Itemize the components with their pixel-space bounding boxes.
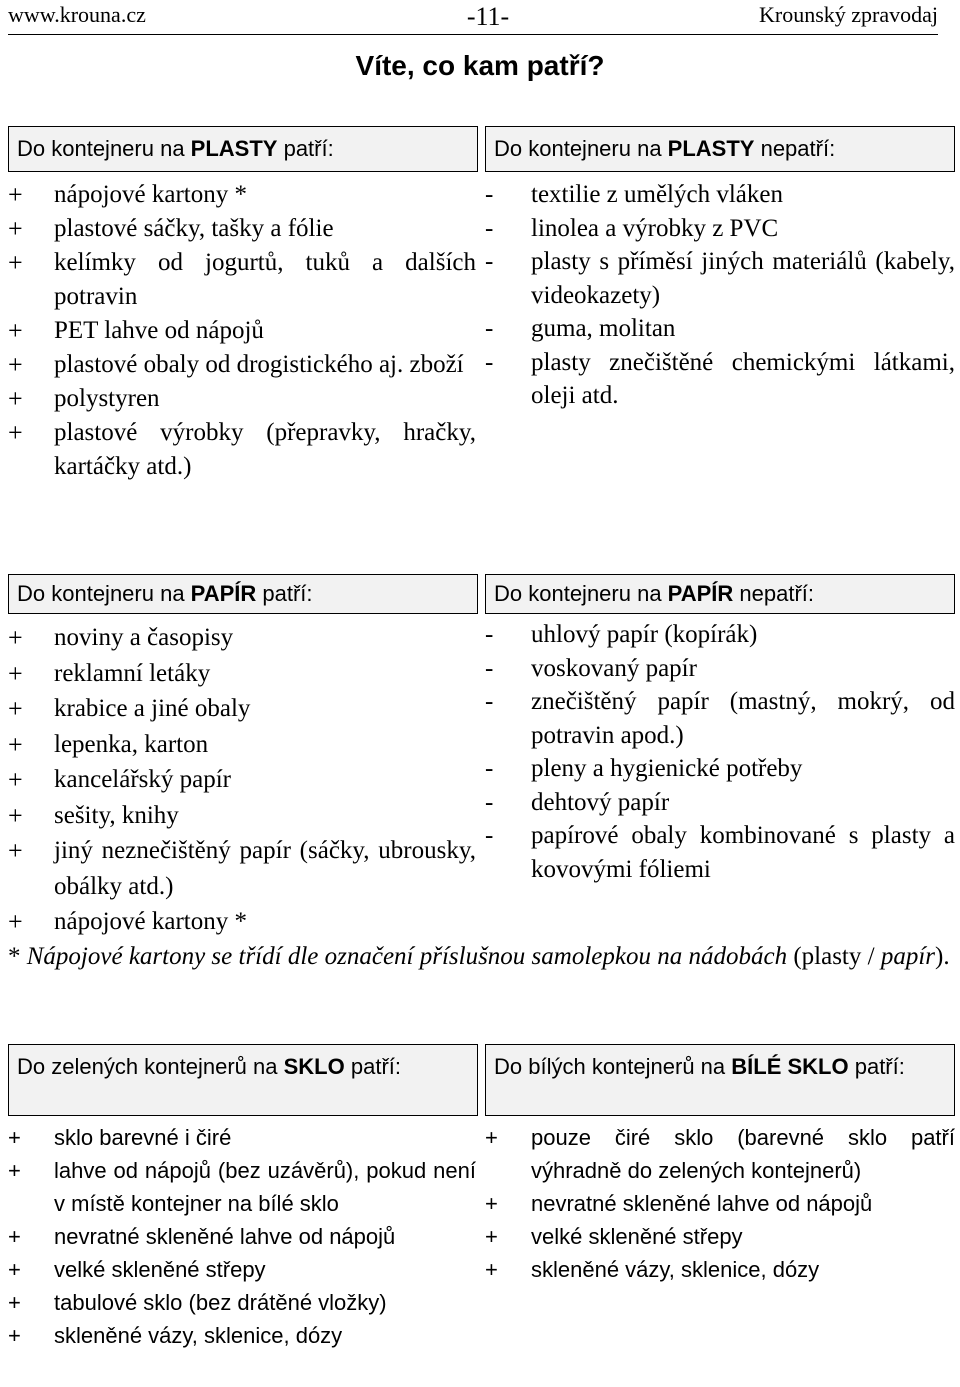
list-item (8, 1220, 476, 1253)
list-item-text: reklamní letáky (54, 659, 211, 687)
list-item (485, 312, 955, 346)
list-item-text: linolea a výrobky z PVC (531, 214, 779, 242)
list-item-text: pouze čiré sklo (barevné sklo patří výhradně do zelených kontejnerů) (531, 1125, 955, 1183)
list-item (8, 416, 476, 484)
list-item-text: skleněné vázy, sklenice, dózy (531, 1257, 820, 1282)
plus-marker: + (8, 180, 23, 209)
plus-marker: + (8, 214, 23, 243)
list-item (8, 833, 476, 904)
list-item (485, 178, 955, 212)
minus-marker: - (485, 755, 494, 782)
heading-keyword: BÍLÉ SKLO (731, 1054, 849, 1079)
heading-sklo-green (8, 1044, 478, 1116)
list-item (8, 1319, 476, 1352)
heading-text: Do kontejneru na (494, 581, 668, 606)
list-item (8, 691, 476, 727)
plus-marker: + (8, 836, 23, 865)
heading-plasty-no (485, 126, 955, 172)
heading-text: patří: (256, 581, 313, 606)
heading-text: Do kontejneru na (494, 136, 668, 161)
plus-marker: + (8, 694, 23, 723)
heading-keyword: PLASTY (190, 136, 278, 161)
heading-text: nepatří: (754, 136, 836, 161)
plus-marker: + (8, 1125, 21, 1150)
list-sklo-white (485, 1121, 955, 1286)
plus-marker: + (485, 1224, 498, 1249)
list-item (485, 618, 955, 652)
list-plasty-no (485, 178, 955, 413)
plus-marker: + (8, 907, 23, 936)
list-item-text: papírové obaly kombinované s plasty a kovovými fóliemi (531, 822, 955, 883)
list-item (8, 1154, 476, 1220)
list-item-text: plastové výrobky (přepravky, hračky, kartáčky atd.) (54, 419, 476, 480)
heading-sklo-white (485, 1044, 955, 1116)
list-item (485, 346, 955, 413)
plus-marker: + (8, 1257, 21, 1282)
heading-papir-yes (8, 574, 478, 614)
list-papir-yes (8, 620, 476, 940)
list-item (8, 178, 476, 212)
list-item (8, 762, 476, 798)
list-item (485, 685, 955, 752)
footnote-star: * (8, 943, 21, 970)
heading-text: Do bílých kontejnerů na (494, 1054, 732, 1079)
list-item (8, 656, 476, 692)
list-item-text: plastové sáčky, tašky a fólie (54, 215, 334, 242)
list-item-text: textilie z umělých vláken (531, 181, 783, 208)
list-item-text: nápojové kartony * (54, 181, 248, 208)
list-item-text: nevratné skleněné lahve od nápojů (54, 1224, 396, 1249)
plus-marker: + (8, 658, 23, 688)
list-item-text: nápojové kartony * (54, 908, 248, 935)
plus-marker: + (8, 384, 23, 413)
list-item-text: plasty znečištěné chemickými látkami, oleji atd. (531, 348, 955, 409)
magazine-name: Krounský zpravodaj (758, 2, 938, 27)
heading-keyword: PAPÍR (190, 581, 257, 606)
list-item-text: guma, molitan (531, 315, 676, 342)
footnote-plain: ). (935, 943, 950, 970)
footnote-italic: papír (880, 943, 936, 970)
plus-marker: + (8, 316, 23, 345)
heading-text: Do kontejneru na (17, 136, 191, 161)
list-item-text: znečištěný papír (mastný, mokrý, od potravin apod.) (531, 688, 955, 749)
page-header (8, 0, 938, 35)
list-item-text: sešity, knihy (54, 801, 179, 829)
list-item-text: dehtový papír (531, 788, 670, 816)
website-url[interactable]: www.krouna.cz (8, 2, 146, 27)
list-item-text: PET lahve od nápojů (54, 317, 264, 344)
list-item-text: noviny a časopisy (54, 624, 234, 651)
list-item-text: plasty s příměsí jiných materiálů (kabely, videokazety) (531, 248, 955, 309)
plus-marker: + (8, 1158, 21, 1183)
list-item (485, 212, 955, 246)
list-plasty-yes (8, 178, 476, 484)
list-item (485, 1187, 955, 1220)
heading-plasty-yes (8, 126, 478, 172)
heading-keyword: SKLO (283, 1054, 345, 1079)
list-item (485, 1121, 955, 1187)
plus-marker: + (8, 1323, 21, 1348)
list-item (8, 382, 476, 416)
list-item (8, 727, 476, 763)
plus-marker: + (8, 729, 23, 759)
plus-marker: + (8, 350, 23, 379)
minus-marker: - (485, 654, 494, 682)
list-item-text: velké skleněné střepy (54, 1257, 266, 1282)
footnote-italic: Nápojové kartony se třídí dle označení příslušnou samolepkou na nádobách (26, 943, 788, 970)
plus-marker: + (485, 1125, 498, 1150)
page-number: -11- (466, 2, 510, 31)
footnote-plain: (plasty / (793, 943, 881, 970)
list-item-text: jiný neznečištěný papír (sáčky, ubrousky, obálky atd.) (54, 837, 476, 900)
list-item-text: skleněné vázy, sklenice, dózy (54, 1323, 343, 1348)
minus-marker: - (485, 315, 494, 342)
plus-marker: + (485, 1191, 498, 1216)
minus-marker: - (485, 822, 494, 849)
heading-text: patří: (344, 1054, 401, 1079)
list-item-text: kancelářský papír (54, 766, 232, 793)
plus-marker: + (8, 418, 23, 447)
page-title: Víte, co kam patří? (355, 50, 605, 81)
list-item (485, 786, 955, 820)
list-item (8, 246, 476, 314)
list-item-text: tabulové sklo (bez drátěné vložky) (54, 1290, 387, 1315)
list-papir-no (485, 618, 955, 886)
list-item (8, 798, 476, 834)
plus-marker: + (8, 1290, 21, 1315)
list-item-text: lahve od nápojů (bez uzávěrů), pokud není v místě kontejner na bílé sklo (54, 1158, 476, 1216)
footnote (8, 940, 953, 974)
minus-marker: - (485, 181, 494, 208)
minus-marker: - (485, 621, 494, 648)
list-sklo-green (8, 1121, 476, 1352)
list-item-text: kelímky od jogurtů, tuků a dalších potravin (54, 249, 476, 310)
list-item (485, 245, 955, 312)
list-item-text: polystyren (54, 385, 160, 412)
list-item-text: nevratné skleněné lahve od nápojů (531, 1191, 873, 1216)
heading-text: patří: (848, 1054, 905, 1079)
list-item-text: plastové obaly od drogistického aj. zboží (54, 351, 464, 378)
minus-marker: - (485, 214, 494, 242)
minus-marker: - (485, 688, 494, 715)
list-item (485, 819, 955, 886)
plus-marker: + (485, 1257, 498, 1282)
list-item (8, 348, 476, 382)
list-item (485, 1220, 955, 1253)
list-item-text: uhlový papír (kopírák) (531, 621, 758, 648)
list-item-text: krabice a jiné obaly (54, 695, 251, 722)
list-item-text: sklo barevné i čiré (54, 1125, 232, 1150)
list-item-text: pleny a hygienické potřeby (531, 755, 803, 782)
plus-marker: + (8, 623, 23, 652)
list-item (8, 1253, 476, 1286)
heading-keyword: PLASTY (667, 136, 755, 161)
list-item (8, 212, 476, 246)
list-item-text: velké skleněné střepy (531, 1224, 743, 1249)
list-item-text: lepenka, karton (54, 730, 209, 758)
minus-marker: - (485, 348, 494, 376)
list-item-text: voskovaný papír (531, 654, 697, 682)
list-item (8, 1286, 476, 1319)
minus-marker: - (485, 788, 494, 816)
minus-marker: - (485, 248, 494, 275)
plus-marker: + (8, 1224, 21, 1249)
heading-text: Do zelených kontejnerů na (17, 1054, 284, 1079)
list-item (8, 314, 476, 348)
list-item (8, 620, 476, 656)
plus-marker: + (8, 248, 23, 277)
plus-marker: + (8, 765, 23, 794)
heading-papir-no (485, 574, 955, 614)
list-item (8, 1121, 476, 1154)
list-item (485, 652, 955, 686)
heading-keyword: PAPÍR (667, 581, 734, 606)
heading-text: nepatří: (733, 581, 814, 606)
list-item (485, 752, 955, 786)
heading-text: Do kontejneru na (17, 581, 191, 606)
plus-marker: + (8, 800, 23, 830)
list-item (485, 1253, 955, 1286)
list-item (8, 904, 476, 940)
heading-text: patří: (277, 136, 334, 161)
